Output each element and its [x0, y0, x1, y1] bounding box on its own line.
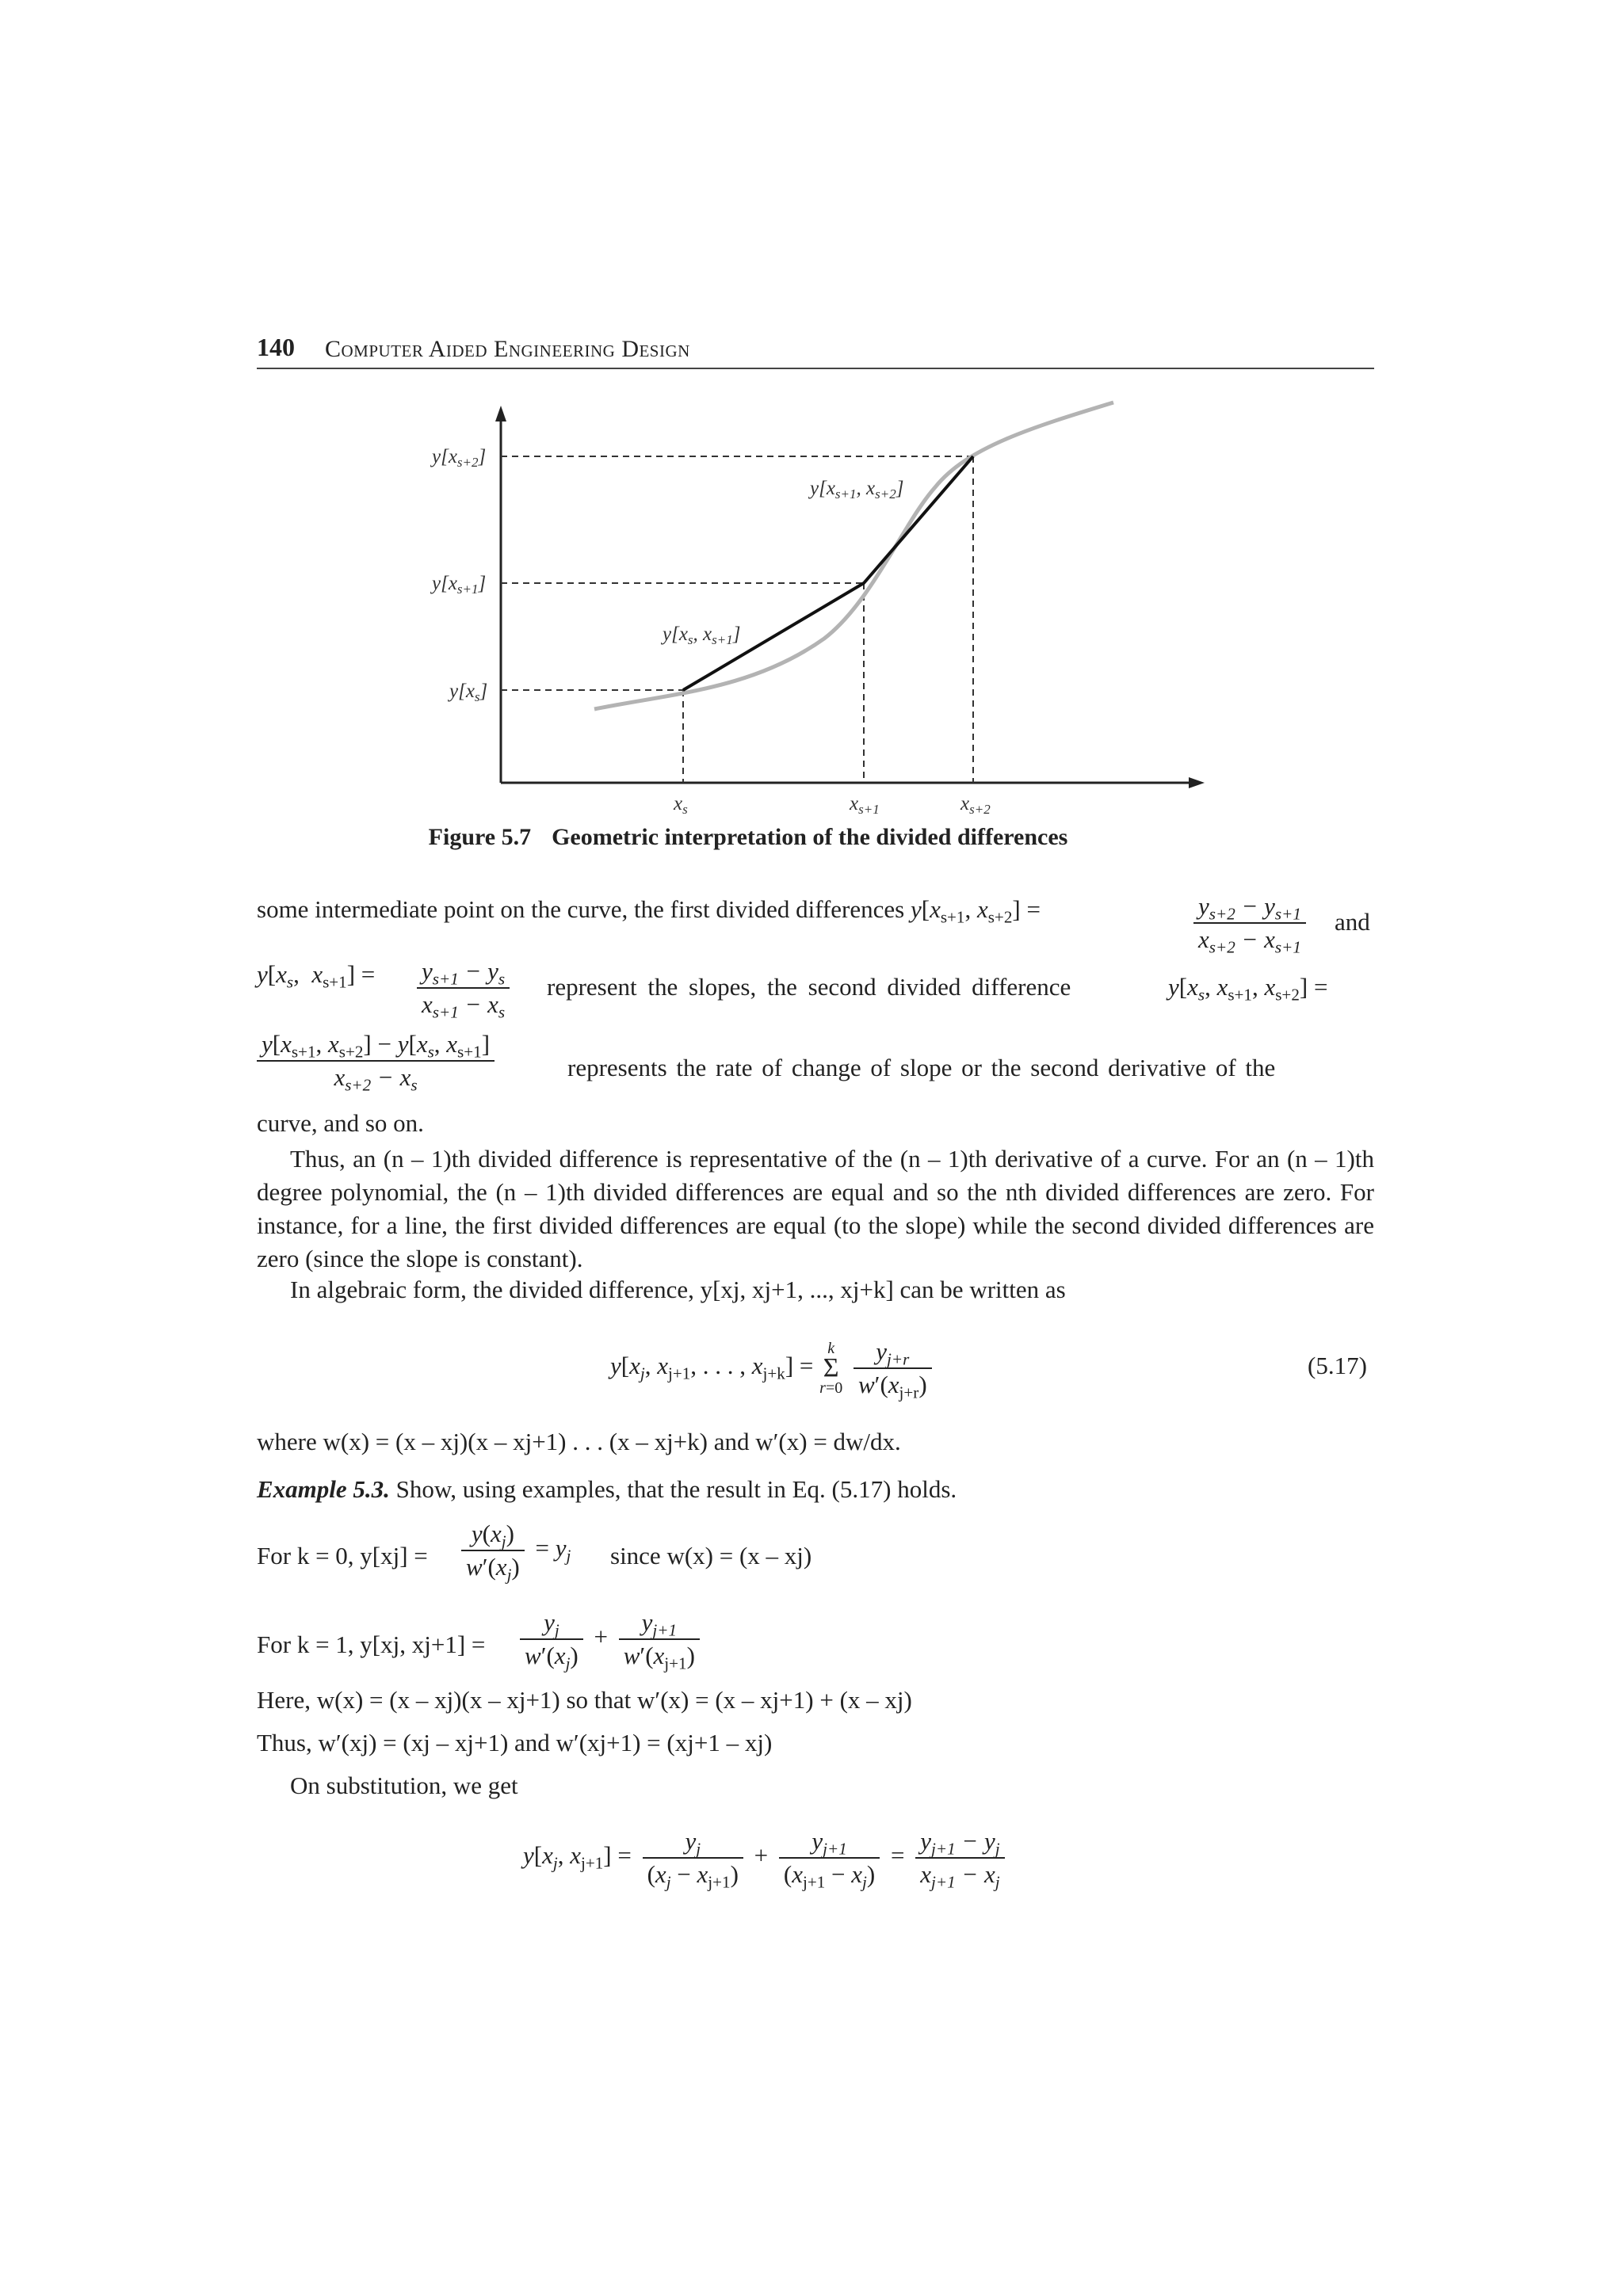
y-axis-arrow — [495, 406, 506, 421]
line3-text: represents the rate of change of slope or the second derivative of the — [567, 1054, 1276, 1081]
substitution-line: On substitution, we get — [290, 1772, 518, 1799]
caption-text: Geometric interpretation of the divided differences — [552, 824, 1068, 850]
here-line: Here, w(x) = (x – xj)(x – xj+1) so that w′(x) = (x – xj+1) + (x – xj) — [257, 1686, 912, 1714]
line2-second-dd: $y[x_s$, $x_{s+1}$, $x_{s+2}$] = — [1168, 973, 1328, 1005]
where-line: where w(x) = (x – xj)(x – xj+1) . . . (x – xj+k) and w′(x) = dw/dx. — [257, 1428, 901, 1455]
equation-5-17: $y[x_j$, $x_{j+1}$, . . . , $x_{j+k}$] = k Σ r=0 $\frac{y_{j+r}}{w'(x_{j+r})}$ — [610, 1337, 937, 1399]
label-slope-lower: $y[x_s$, $x_{s+1}$] — [663, 624, 741, 647]
label-y-xs2: $y[x_{s+2}]$ — [432, 446, 487, 470]
caption-number: Figure 5.7 — [428, 824, 532, 850]
smooth-curve — [594, 402, 1113, 709]
label-slope-upper: $y[x_{s+1}$, $x_{s+2}$] — [810, 478, 904, 502]
label-y-xs: $y[x_s]$ — [449, 681, 488, 704]
x-axis-arrow — [1189, 777, 1205, 788]
body-line-1: some intermediate point on the curve, the first divided differences $y[x_{s+1}$, $x_{s+2}$] = — [257, 895, 1041, 927]
label-x-xs: $x_s$ — [674, 793, 688, 817]
line1-and: and — [1335, 908, 1370, 936]
page-number: 140 — [257, 333, 295, 361]
paragraph-3: In algebraic form, the divided difference, y[xj, xj+1, ..., xj+k] can be written as — [290, 1276, 1066, 1303]
label-x-xs1: $x_{s+1}$ — [850, 793, 880, 817]
final-equation: $y[x_j$, $x_{j+1}$] = $\frac{y_j}{(x_j - x_{j+1})}$ + $\frac{y_{j+1}}{(x_{j+1} - x_j)}$ = $\frac{y_{j+1} - y_j}{x_{j+1} - x_j}$ — [523, 1827, 1010, 1889]
running-title: Computer Aided Engineering Design — [325, 336, 690, 362]
figure-5-7 — [0, 0, 1623, 824]
figure-caption — [0, 824, 1496, 851]
frac-first-dd-lower: $\frac{y_{s+1} - y_s}{x_{s+1} - x_s}$ — [412, 957, 514, 1019]
line1-text: some intermediate point on the curve, the first divided differences — [257, 895, 905, 923]
frac-first-dd-upper: $\frac{y_{s+2} - y_{s+1}}{x_{s+2} - x_{s+1}}$ — [1189, 892, 1311, 954]
label-y-xs1: $y[x_{s+1}]$ — [432, 573, 487, 597]
k0-prefix: For k = 0, y[xj] = — [257, 1542, 428, 1569]
k0-since: since w(x) = (x – xj) — [610, 1542, 812, 1569]
line2-text: represent the slopes, the second divided difference — [547, 973, 1071, 1001]
paragraph-2: Thus, an (n – 1)th divided difference is representative of the (n – 1)th derivative of a curve. For an (n – 1)th degree polynomial, the (n – 1)th divided differences are equal and so the nth divided differences are zero. For instance, for a line, the first divided differences are equal (to the slope) while the second divided differences are zero (since the slope is constant). — [257, 1145, 1374, 1272]
example-text: Show, using examples, that the result in Eq. (5.17) holds. — [395, 1475, 957, 1503]
k1-fractions: $\frac{y_j}{w'(x_j)}$ + $\frac{y_{j+1}}{w'(x_{j+1})}$ — [515, 1608, 705, 1670]
equation-number: (5.17) — [1308, 1352, 1367, 1379]
line4-text: curve, and so on. — [257, 1109, 424, 1137]
example-label: Example 5.3. — [257, 1475, 390, 1503]
k1-prefix: For k = 1, y[xj, xj+1] = — [257, 1630, 486, 1658]
label-x-xs2: $x_{s+2}$ — [960, 793, 991, 817]
thus-line: Thus, w′(xj) = (xj – xj+1) and w′(xj+1) = (xj+1 – xj) — [257, 1729, 773, 1756]
example-line — [257, 1475, 957, 1504]
body-line-2: $y[x_s$, $x_{s+1}$] = — [257, 960, 376, 992]
frac-second-dd: $\frac{y[x_{s+1}, x_{s+2}] - y[x_s, x_{s+1}]}{x_{s+2} - x_s}$ — [257, 1030, 495, 1092]
k0-fraction: $\frac{y(x_j)}{w'(x_j)}$ = $y_j$ — [456, 1520, 571, 1581]
